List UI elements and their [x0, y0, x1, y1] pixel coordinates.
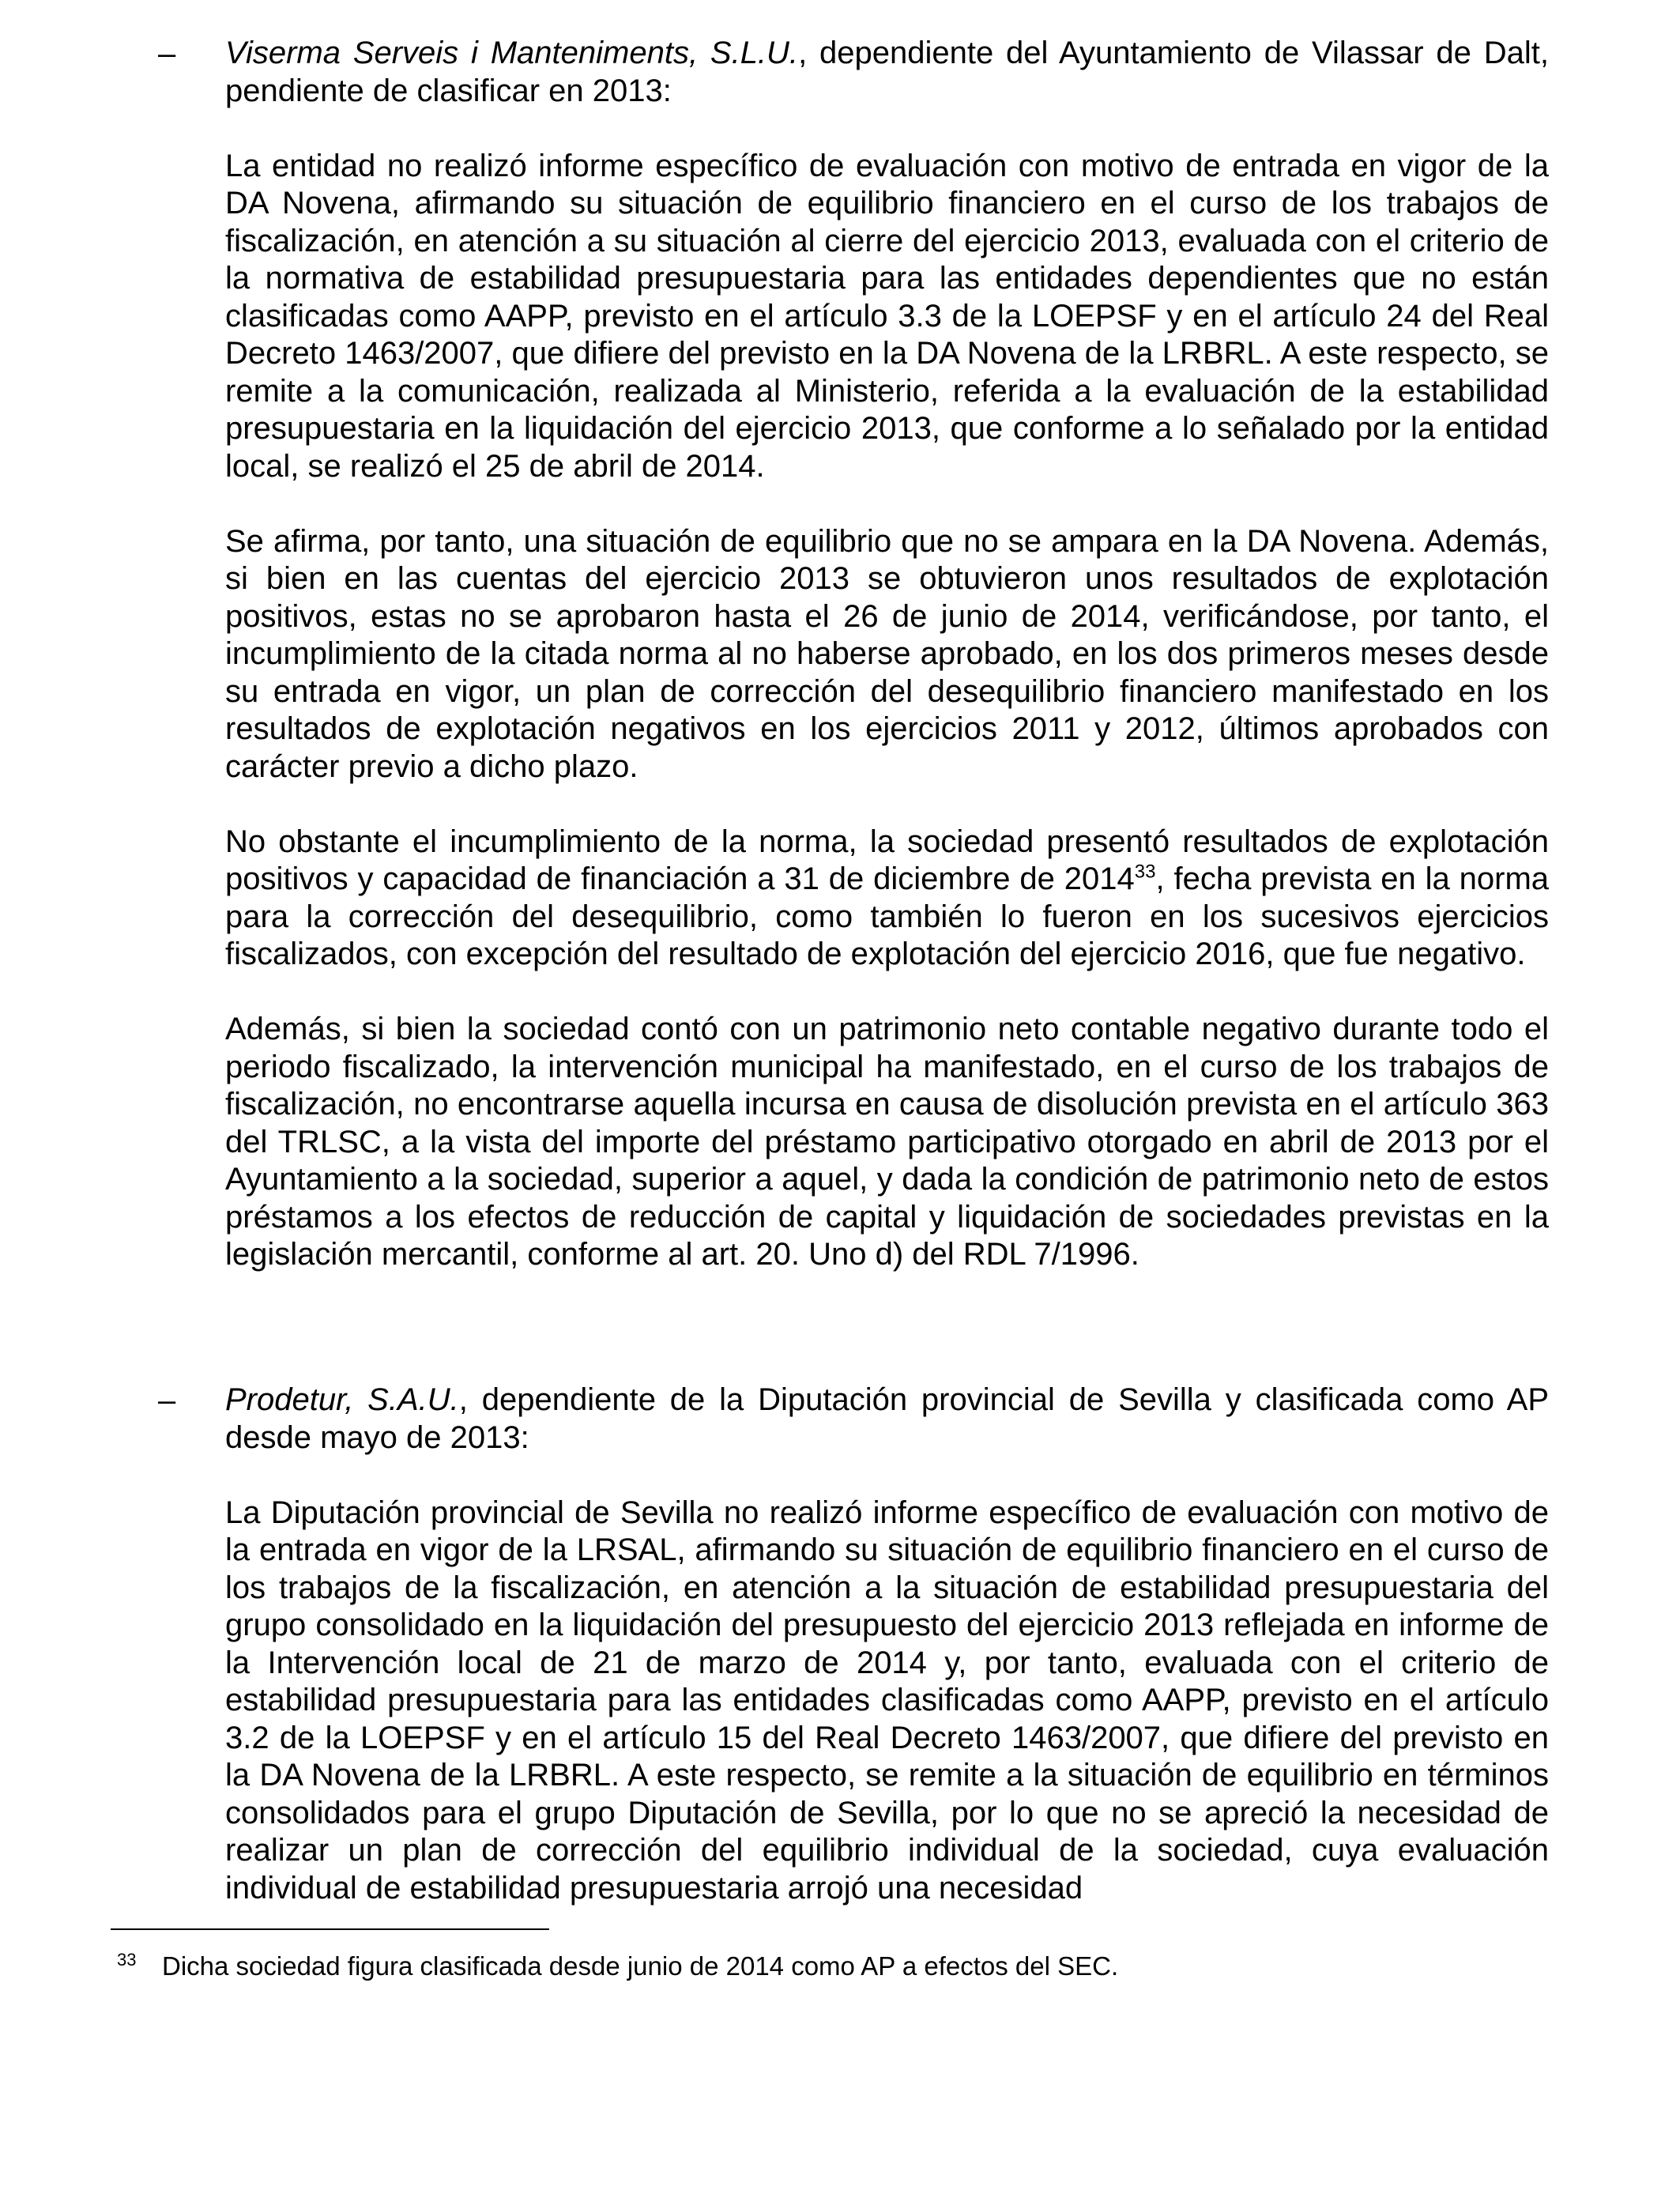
footnote-reference[interactable]: 33	[1134, 861, 1156, 883]
entity-name: Viserma Serveis i Manteniments, S.L.U.	[225, 36, 799, 70]
item-lead	[225, 1382, 1549, 1457]
list-item-body	[225, 35, 1549, 1274]
footnote-text: Dicha sociedad figura clasificada desde junio de 2014 como AP a efectos del SEC.	[162, 1951, 1119, 1981]
footnote-separator	[111, 1928, 549, 1930]
paragraph-text: No obstante el incumplimiento de la norma, la sociedad presentó resultados de explotación positivos y capacidad de financiación a 31 de diciembre de 2014	[225, 824, 1549, 896]
list-bullet: –	[158, 36, 176, 71]
paragraph: La Diputación provincial de Sevilla no realizó informe específico de evaluación con motivo de la entrada en vigor de la LRSAL, afirmando su situación de equilibrio financiero en el curso de los trabajos de la fiscalización, en atención a la situación de estabilidad presupuestaria del grupo consolidado en la liquidación del presupuesto del ejercicio 2013 reflejada en informe de la Intervención local de 21 de marzo de 2014 y, por tanto, evaluada con el criterio de estabilidad presupuestaria para las entidades clasificadas como AAPP, previsto en el artículo 3.2 de la LOEPSF y en el artículo 15 del Real Decreto 1463/2007, que difiere del previsto en la DA Novena de la LRBRL. A este respecto, se remite a la situación de equilibrio en términos consolidados para el grupo Diputación de Sevilla, por lo que no se apreció la necesidad de realizar un plan de corrección del equilibrio individual de la sociedad, cuya evaluación individual de estabilidad presupuestaria arrojó una necesidad	[225, 1495, 1549, 1906]
footnote-number: 33	[117, 1950, 137, 1970]
paragraph-text: , fecha prevista en la norma para la corrección del desequilibrio, como también lo fueron en los sucesivos ejercicios fiscalizados, con excepción del resultado de explotación del ejercicio 2016, que fue negativo.	[225, 861, 1550, 971]
list-item-body	[225, 1382, 1549, 1907]
paragraph-with-footnote	[225, 824, 1549, 974]
entity-name: Prodetur, S.A.U.	[225, 1382, 459, 1417]
list-item-viserma	[158, 35, 1549, 1274]
list-item-prodetur	[158, 1382, 1549, 1925]
paragraph: Además, si bien la sociedad contó con un patrimonio neto contable negativo durante todo el periodo fiscalizado, la intervención municipal ha manifestado, en el curso de los trabajos de fiscalización, no encontrarse aquella incursa en causa de disolución prevista en el artículo 363 del TRLSC, a la vista del importe del préstamo participativo otorgado en abril de 2013 por el Ayuntamiento a la sociedad, superior a aquel, y dada la condición de patrimonio neto de estos préstamos a los efectos de reducción de capital y liquidación de sociedades previstas en la legislación mercantil, conforme al art. 20. Uno d) del RDL 7/1996.	[225, 1012, 1549, 1272]
paragraph: La entidad no realizó informe específico de evaluación con motivo de entrada en vigor de la DA Novena, afirmando su situación de equilibrio financiero en el curso de los trabajos de fiscalización, en atención a su situación al cierre del ejercicio 2013, evaluada con el criterio de la normativa de estabilidad presupuestaria para las entidades dependientes que no están clasificadas como AAPP, previsto en el artículo 3.3 de la LOEPSF y en el artículo 24 del Real Decreto 1463/2007, que difiere del previsto en la DA Novena de la LRBRL. A este respecto, se remite a la comunicación, realizada al Ministerio, referida a la evaluación de la estabilidad presupuestaria en la liquidación del ejercicio 2013, que conforme a lo señalado por la entidad local, se realizó el 25 de abril de 2014.	[225, 148, 1549, 484]
item-lead-text: , dependiente del Ayuntamiento de Vilassar de Dalt, pendiente de clasificar en 2013:	[225, 36, 1549, 108]
item-lead	[225, 35, 1549, 110]
item-lead-text: , dependiente de la Diputación provincial de Sevilla y clasificada como AP desde mayo de 2013:	[225, 1382, 1549, 1455]
paragraph: Se afirma, por tanto, una situación de equilibrio que no se ampara en la DA Novena. Además, si bien en las cuentas del ejercicio 2013 se obtuvieron unos resultados de explotación positivos, estas no se aprobaron hasta el 26 de junio de 2014, verificándose, por tanto, el incumplimiento de la citada norma al no haberse aprobado, en los dos primeros meses desde su entrada en vigor, un plan de corrección del desequilibrio financiero manifestado en los resultados de explotación negativos en los ejercicios 2011 y 2012, últimos aprobados con carácter previo a dicho plazo.	[225, 523, 1549, 784]
list-bullet: –	[158, 1383, 176, 1418]
